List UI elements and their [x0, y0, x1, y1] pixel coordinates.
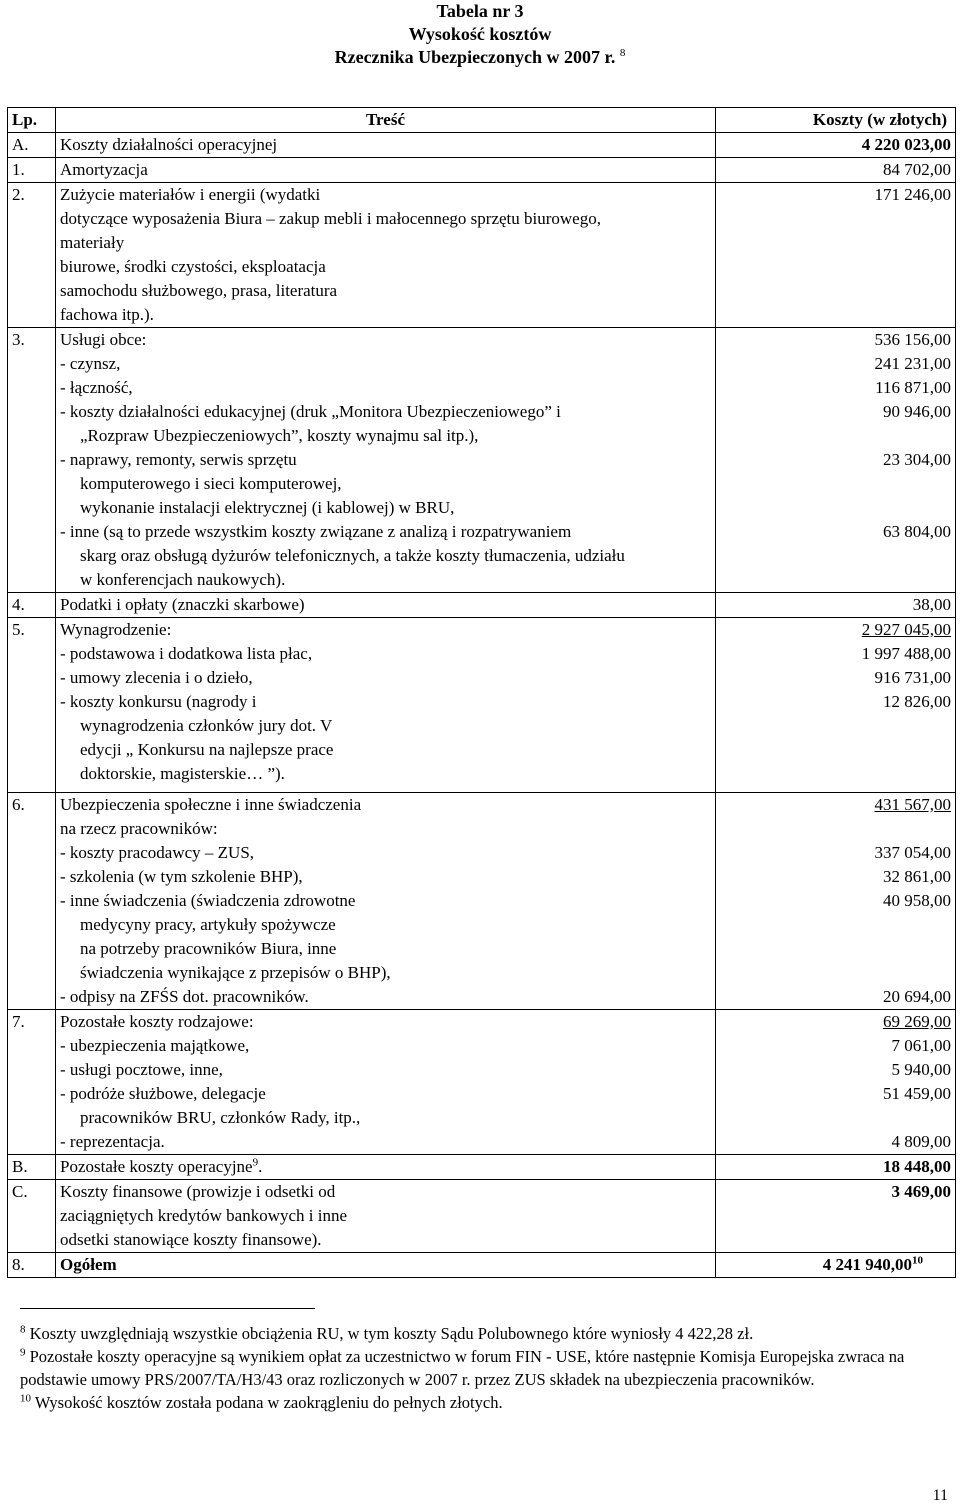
- row-2-line: fachowa itp.).: [60, 305, 154, 324]
- footnote-8-num: 8: [20, 1323, 26, 1336]
- row-3-amount: 241 231,00: [874, 354, 951, 373]
- row-c-line: odsetki stanowiące koszty finansowe).: [60, 1230, 322, 1249]
- row-5-line: edycji „ Konkursu na najlepsze prace: [80, 740, 334, 759]
- costs-table: [7, 107, 956, 1278]
- row-6-amounts: [716, 793, 956, 1010]
- row-6-line: medycyny pracy, artykuły spożywcze: [80, 915, 336, 934]
- header-lp: Lp.: [8, 108, 56, 133]
- row-7-line: - ubezpieczenia majątkowe,: [60, 1036, 250, 1055]
- row-3-line: „Rozpraw Ubezpieczeniowych”, koszty wynajmu sal itp.),: [80, 426, 479, 445]
- page-number: 11: [932, 1487, 948, 1504]
- row-7-line: Pozostałe koszty rodzajowe:: [60, 1012, 254, 1031]
- row-3-line: Usługi obce:: [60, 330, 147, 349]
- title-footnote-ref: 8: [619, 47, 626, 59]
- document-title: [0, 0, 960, 69]
- row-3-line: komputerowego i sieci komputerowej,: [80, 474, 342, 493]
- row-8-amount: 4 241 940,00: [822, 1255, 912, 1274]
- footnote-separator: [20, 1308, 315, 1309]
- title-line-2: Wysokość kosztów: [408, 24, 552, 44]
- table-row: [8, 1155, 956, 1180]
- row-6-line: świadczenia wynikające z przepisów o BHP),: [80, 963, 391, 982]
- row-6-amount: 431 567,00: [874, 795, 951, 814]
- row-5-line: - podstawowa i dodatkowa lista płac,: [60, 644, 313, 663]
- row-3-amount: 536 156,00: [874, 330, 951, 349]
- row-3-amounts: [716, 328, 956, 593]
- row-3-amount: 116 871,00: [875, 378, 951, 397]
- row-6-line: - szkolenia (w tym szkolenie BHP),: [60, 867, 303, 886]
- row-1-lp: 1.: [8, 158, 56, 183]
- row-3-amount: 63 804,00: [883, 522, 951, 541]
- row-7-line: - reprezentacja.: [60, 1132, 165, 1151]
- spacer: [720, 424, 951, 448]
- row-3-line: - czynsz,: [60, 354, 121, 373]
- footnote-9-num: 9: [20, 1346, 26, 1359]
- row-5-line: Wynagrodzenie:: [60, 620, 172, 639]
- row-6-line: na rzecz pracowników:: [60, 819, 218, 838]
- header-tresc: Treść: [56, 108, 716, 133]
- table-row: [8, 133, 956, 158]
- spacer: [60, 786, 711, 792]
- row-7-amount: 69 269,00: [883, 1012, 951, 1031]
- row-5-lp: 5.: [8, 618, 56, 793]
- row-5-line: - umowy zlecenia i o dzieło,: [60, 668, 253, 687]
- row-c-text: [56, 1180, 716, 1253]
- row-3-amount: 90 946,00: [883, 402, 951, 421]
- row-b-text: [56, 1155, 716, 1180]
- table-row: [8, 1253, 956, 1278]
- row-3-line: - koszty działalności edukacyjnej (druk „Monitora Ubezpieczeniowego” i: [60, 402, 561, 421]
- row-3-lp: 3.: [8, 328, 56, 593]
- row-6-line: - koszty pracodawcy – ZUS,: [60, 843, 255, 862]
- footnote-10-num: 10: [20, 1392, 31, 1405]
- row-6-lp: 6.: [8, 793, 56, 1010]
- row-3-line: skarg oraz obsługą dyżurów telefonicznych, a także koszty tłumaczenia, udziału: [80, 546, 625, 565]
- table-header-row: [8, 108, 956, 133]
- title-line-1: Tabela nr 3: [436, 1, 524, 21]
- row-5-text: [56, 618, 716, 793]
- row-3-line: - naprawy, remonty, serwis sprzętu: [60, 450, 297, 469]
- table-row: [8, 1010, 956, 1155]
- row-a-lp: A.: [8, 133, 56, 158]
- table-row: [8, 793, 956, 1010]
- spacer: [720, 913, 951, 937]
- row-6-text: [56, 793, 716, 1010]
- row-b-amount: 18 448,00: [716, 1155, 956, 1180]
- row-3-text: [56, 328, 716, 593]
- row-6-line: na potrzeby pracowników Biura, inne: [80, 939, 337, 958]
- title-line-3: [0, 46, 960, 69]
- row-2-text: [56, 183, 716, 328]
- footnote-8: [20, 1322, 955, 1345]
- row-3-line: wykonanie instalacji elektrycznej (i kablowej) w BRU,: [80, 498, 455, 517]
- footnote-8-text: Koszty uwzględniają wszystkie obciążenia RU, w tym koszty Sądu Polubownego które wyniosły 4 422,28 zł.: [25, 1324, 754, 1343]
- row-b-footnote-ref: 9: [252, 1156, 259, 1169]
- row-7-line: pracowników BRU, członków Rady, itp.,: [80, 1108, 361, 1127]
- row-5-amounts: [716, 618, 956, 793]
- title-line-3-text: Rzecznika Ubezpieczonych w 2007 r.: [334, 47, 616, 67]
- row-6-line: Ubezpieczenia społeczne i inne świadczenia: [60, 795, 362, 814]
- row-4-amount: 38,00: [716, 593, 956, 618]
- row-6-line: - odpisy na ZFŚS dot. pracowników.: [60, 987, 309, 1006]
- row-3-amount: 23 304,00: [883, 450, 951, 469]
- row-3-line: - inne (są to przede wszystkim koszty związane z analizą i rozpatrywaniem: [60, 522, 572, 541]
- header-koszty: Koszty (w złotych): [716, 108, 956, 133]
- row-4-lp: 4.: [8, 593, 56, 618]
- footnote-10: [20, 1391, 955, 1414]
- footnote-9-text: Pozostałe koszty operacyjne są wynikiem opłat za uczestnictwo w forum FIN - USE, które następnie Komisja Europejska zwraca na podstawie umowy PRS/2007/TA/H3/43 oraz rozliczonych w 2007 r. przez ZUS składek na ubezpieczenia pracowników.: [20, 1347, 905, 1389]
- row-5-line: - koszty konkursu (nagrody i: [60, 692, 257, 711]
- table-row: [8, 618, 956, 793]
- row-7-text: [56, 1010, 716, 1155]
- row-8-amount-cell: [716, 1253, 956, 1278]
- row-6-amount: 40 958,00: [883, 891, 951, 910]
- row-6-line: - inne świadczenia (świadczenia zdrowotne: [60, 891, 356, 910]
- row-7-amount: 51 459,00: [883, 1084, 951, 1103]
- row-2-line: biurowe, środki czystości, eksploatacja: [60, 257, 326, 276]
- row-2-line: materiały: [60, 233, 125, 252]
- spacer: [720, 961, 951, 985]
- row-6-amount: 337 054,00: [874, 843, 951, 862]
- row-3-line: - łączność,: [60, 378, 133, 397]
- row-5-amount: 916 731,00: [874, 668, 951, 687]
- row-2-amount: 171 246,00: [716, 183, 956, 328]
- row-4-text: Podatki i opłaty (znaczki skarbowe): [56, 593, 716, 618]
- footnote-10-text: Wysokość kosztów została podana w zaokrągleniu do pełnych złotych.: [31, 1393, 503, 1412]
- row-5-amount: 1 997 488,00: [861, 644, 951, 663]
- table-row: [8, 328, 956, 593]
- row-2-lp: 2.: [8, 183, 56, 328]
- row-1-text: Amortyzacja: [56, 158, 716, 183]
- row-7-amount: 7 061,00: [891, 1036, 951, 1055]
- row-6-amount: 32 861,00: [883, 867, 951, 886]
- row-a-amount: 4 220 023,00: [716, 133, 956, 158]
- row-3-line: w konferencjach naukowych).: [80, 570, 286, 589]
- row-7-amount: 5 940,00: [891, 1060, 951, 1079]
- row-b-lp: B.: [8, 1155, 56, 1180]
- row-6-amount: 20 694,00: [883, 987, 951, 1006]
- footnotes: [20, 1322, 955, 1414]
- row-1-amount: 84 702,00: [716, 158, 956, 183]
- row-c-amount: 3 469,00: [716, 1180, 956, 1253]
- row-8-text: Ogółem: [56, 1253, 716, 1278]
- spacer: [720, 496, 951, 520]
- row-5-line: doktorskie, magisterskie… ”).: [80, 764, 285, 783]
- row-b-label: Pozostałe koszty operacyjne: [60, 1157, 253, 1176]
- row-8-lp: 8.: [8, 1253, 56, 1278]
- row-7-line: - usługi pocztowe, inne,: [60, 1060, 223, 1079]
- row-5-amount: 2 927 045,00: [861, 620, 951, 639]
- row-c-line: Koszty finansowe (prowizje i odsetki od: [60, 1182, 336, 1201]
- table-row: [8, 593, 956, 618]
- row-c-line: zaciągniętych kredytów bankowych i inne: [60, 1206, 348, 1225]
- table-row: [8, 1180, 956, 1253]
- spacer: [720, 817, 951, 841]
- spacer: [720, 1106, 951, 1130]
- spacer: [720, 937, 951, 961]
- row-5-line: wynagrodzenia członków jury dot. V: [80, 716, 333, 735]
- row-2-line: samochodu służbowego, prasa, literatura: [60, 281, 338, 300]
- table-row: [8, 158, 956, 183]
- row-7-amount: 4 809,00: [891, 1132, 951, 1151]
- spacer: [720, 472, 951, 496]
- row-a-text: Koszty działalności operacyjnej: [56, 133, 716, 158]
- table-row: [8, 183, 956, 328]
- row-5-amount: 12 826,00: [883, 692, 951, 711]
- row-7-lp: 7.: [8, 1010, 56, 1155]
- row-7-amounts: [716, 1010, 956, 1155]
- row-c-lp: C.: [8, 1180, 56, 1253]
- row-2-line: Zużycie materiałów i energii (wydatki: [60, 185, 321, 204]
- row-b-label-end: .: [258, 1157, 263, 1176]
- row-8-footnote-ref: 10: [912, 1254, 923, 1267]
- row-2-line: dotyczące wyposażenia Biura – zakup mebli i małocennego sprzętu biurowego,: [60, 209, 601, 228]
- row-7-line: - podróże służbowe, delegacje: [60, 1084, 266, 1103]
- footnote-9: [20, 1345, 955, 1391]
